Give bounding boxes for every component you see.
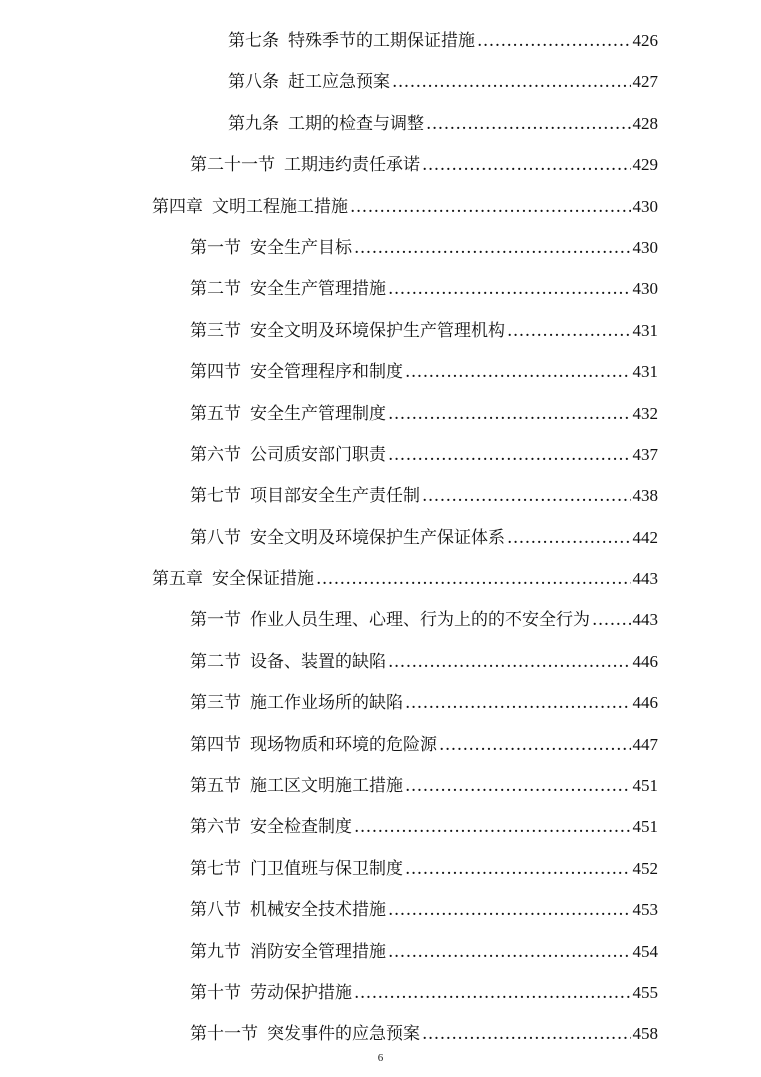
toc-entry-number: 第五节 — [190, 776, 241, 797]
toc-entry-page: 426 — [632, 31, 658, 50]
toc-entry[interactable] — [0, 269, 761, 310]
toc-entry-title: 消防安全管理措施 — [250, 941, 386, 962]
toc-entry[interactable] — [0, 807, 761, 848]
toc-entry-page: 431 — [632, 320, 658, 340]
toc-entry-page: 453 — [632, 900, 658, 920]
toc-entry-number: 第一节 — [190, 610, 241, 631]
toc-dot-leader — [392, 70, 631, 94]
toc-entry-number: 第五章 — [152, 569, 203, 590]
toc-entry-number: 第五节 — [190, 403, 241, 424]
toc-entry-number: 第三节 — [190, 320, 241, 341]
toc-entry[interactable] — [0, 228, 761, 269]
toc-entry-number: 第十一节 — [190, 1024, 258, 1045]
toc-entry[interactable] — [0, 890, 761, 931]
toc-entry-page: 443 — [632, 610, 658, 630]
toc-dot-leader — [388, 402, 631, 426]
toc-entry[interactable] — [0, 394, 761, 435]
toc-entry-page: 443 — [632, 569, 658, 589]
toc-entry-page: 427 — [632, 72, 658, 92]
toc-entry-number: 第九条 — [228, 113, 279, 134]
toc-entry-title: 现场物质和环境的危险源 — [250, 734, 437, 755]
toc-entry-page: 442 — [632, 527, 658, 547]
toc-entry[interactable] — [0, 435, 761, 476]
toc-entry-title: 安全检查制度 — [250, 817, 352, 838]
toc-entry-title: 安全生产目标 — [250, 237, 352, 258]
toc-chapter-entry[interactable] — [0, 187, 761, 228]
toc-entry-title: 赶工应急预案 — [288, 72, 390, 93]
toc-entry[interactable] — [0, 766, 761, 807]
toc-chapter-entry[interactable] — [0, 559, 761, 600]
toc-entry[interactable] — [0, 21, 761, 62]
toc-entry-title: 安全生产管理措施 — [250, 279, 386, 300]
toc-entry-number: 第十节 — [190, 982, 241, 1003]
toc-dot-leader — [507, 319, 631, 343]
toc-entry-title: 安全文明及环境保护生产管理机构 — [250, 320, 505, 341]
toc-entry-number: 第八节 — [190, 900, 241, 921]
toc-entry-number: 第一节 — [190, 237, 241, 258]
toc-entry-number: 第四节 — [190, 362, 241, 383]
toc-dot-leader — [405, 774, 631, 798]
toc-entry-number: 第八条 — [228, 72, 279, 93]
toc-entry[interactable] — [0, 683, 761, 724]
toc-entry-page: 451 — [632, 817, 658, 837]
toc-entry-number: 第四节 — [190, 734, 241, 755]
toc-entry-page: 429 — [632, 155, 658, 175]
toc-entry[interactable] — [0, 311, 761, 352]
toc-entry-page: 430 — [632, 279, 658, 299]
toc-entry-title: 劳动保护措施 — [250, 982, 352, 1003]
toc-entry-title: 项目部安全生产责任制 — [250, 486, 420, 507]
toc-dot-leader — [439, 733, 631, 757]
toc-entry-number: 第九节 — [190, 941, 241, 962]
toc-entry-title: 作业人员生理、心理、行为上的的不安全行为 — [250, 610, 590, 631]
page-number: 6 — [377, 1052, 384, 1064]
toc-entry-number: 第四章 — [152, 196, 203, 217]
toc-entry-title: 工期的检查与调整 — [288, 113, 424, 134]
toc-entry[interactable] — [0, 476, 761, 517]
toc-entry-number: 第二节 — [190, 651, 241, 672]
toc-entry-title: 设备、装置的缺陷 — [250, 651, 386, 672]
toc-entry-page: 458 — [632, 1024, 658, 1044]
toc-entry-page: 431 — [632, 362, 658, 382]
toc-entry-title: 特殊季节的工期保证措施 — [288, 31, 475, 51]
toc-entry-page: 452 — [632, 858, 658, 878]
toc-entry-number: 第七节 — [190, 858, 241, 879]
toc-entry-page: 455 — [632, 982, 658, 1002]
toc-entry-page: 432 — [632, 403, 658, 423]
toc-entry-page: 438 — [632, 486, 658, 506]
toc-entry-number: 第八节 — [190, 527, 241, 548]
toc-dot-leader — [388, 443, 631, 467]
toc-entry-title: 机械安全技术措施 — [250, 900, 386, 921]
toc-dot-leader — [388, 940, 631, 964]
toc-entry-page: 428 — [632, 113, 658, 133]
toc-entry-number: 第六节 — [190, 817, 241, 838]
toc-entry[interactable] — [0, 1014, 761, 1055]
toc-dot-leader — [426, 112, 631, 136]
toc-entry-page: 447 — [632, 734, 658, 754]
toc-entry[interactable] — [0, 352, 761, 393]
toc-entry[interactable] — [0, 932, 761, 973]
toc-entry-title: 施工区文明施工措施 — [250, 776, 403, 797]
toc-entry[interactable] — [0, 518, 761, 559]
toc-dot-leader — [507, 526, 631, 550]
toc-entry-title: 安全生产管理制度 — [250, 403, 386, 424]
toc-entry-page: 430 — [632, 237, 658, 257]
toc-entry-number: 第二节 — [190, 279, 241, 300]
toc-dot-leader — [388, 277, 631, 301]
toc-entry[interactable] — [0, 145, 761, 186]
toc-dot-leader — [405, 857, 631, 881]
toc-dot-leader — [592, 608, 631, 632]
toc-entry-title: 突发事件的应急预案 — [267, 1024, 420, 1045]
toc-entry-title: 安全文明及环境保护生产保证体系 — [250, 527, 505, 548]
toc-dot-leader — [405, 691, 631, 715]
toc-dot-leader — [422, 1022, 631, 1046]
toc-dot-leader — [316, 567, 631, 591]
toc-entry[interactable] — [0, 973, 761, 1014]
toc-entry-page: 454 — [632, 941, 658, 961]
toc-entry[interactable] — [0, 104, 761, 145]
toc-entry-title: 施工作业场所的缺陷 — [250, 693, 403, 714]
toc-entry-page: 446 — [632, 693, 658, 713]
toc-dot-leader — [354, 981, 631, 1005]
toc-entry-title: 安全保证措施 — [212, 569, 314, 590]
toc-dot-leader — [354, 815, 631, 839]
toc-dot-leader — [405, 360, 631, 384]
toc-dot-leader — [422, 484, 631, 508]
toc-entry-title: 公司质安部门职责 — [250, 444, 386, 465]
toc-entry-title: 安全管理程序和制度 — [250, 362, 403, 383]
toc-entry-page: 451 — [632, 776, 658, 796]
toc-entry-number: 第三节 — [190, 693, 241, 714]
toc-entry-title: 门卫值班与保卫制度 — [250, 858, 403, 879]
toc-entry-number: 第二十一节 — [190, 155, 275, 176]
toc-entry-title: 文明工程施工措施 — [212, 196, 348, 217]
toc-entry[interactable] — [0, 600, 761, 641]
toc-dot-leader — [350, 195, 631, 219]
toc-entry-page: 430 — [632, 196, 658, 216]
toc-entry[interactable] — [0, 849, 761, 890]
toc-dot-leader — [422, 153, 631, 177]
toc-dot-leader — [354, 236, 631, 260]
toc-entry[interactable] — [0, 725, 761, 766]
toc-entry-number: 第六节 — [190, 444, 241, 465]
toc-dot-leader — [388, 650, 631, 674]
toc-entry-number: 第七节 — [190, 486, 241, 507]
toc-dot-leader — [477, 29, 631, 53]
table-of-contents — [0, 21, 761, 1056]
toc-entry[interactable] — [0, 642, 761, 683]
toc-entry[interactable] — [0, 62, 761, 103]
toc-entry-page: 437 — [632, 444, 658, 464]
toc-entry-title: 工期违约责任承诺 — [284, 155, 420, 176]
toc-entry-number: 第七条 — [228, 31, 279, 51]
toc-dot-leader — [388, 898, 631, 922]
toc-entry-page: 446 — [632, 651, 658, 671]
